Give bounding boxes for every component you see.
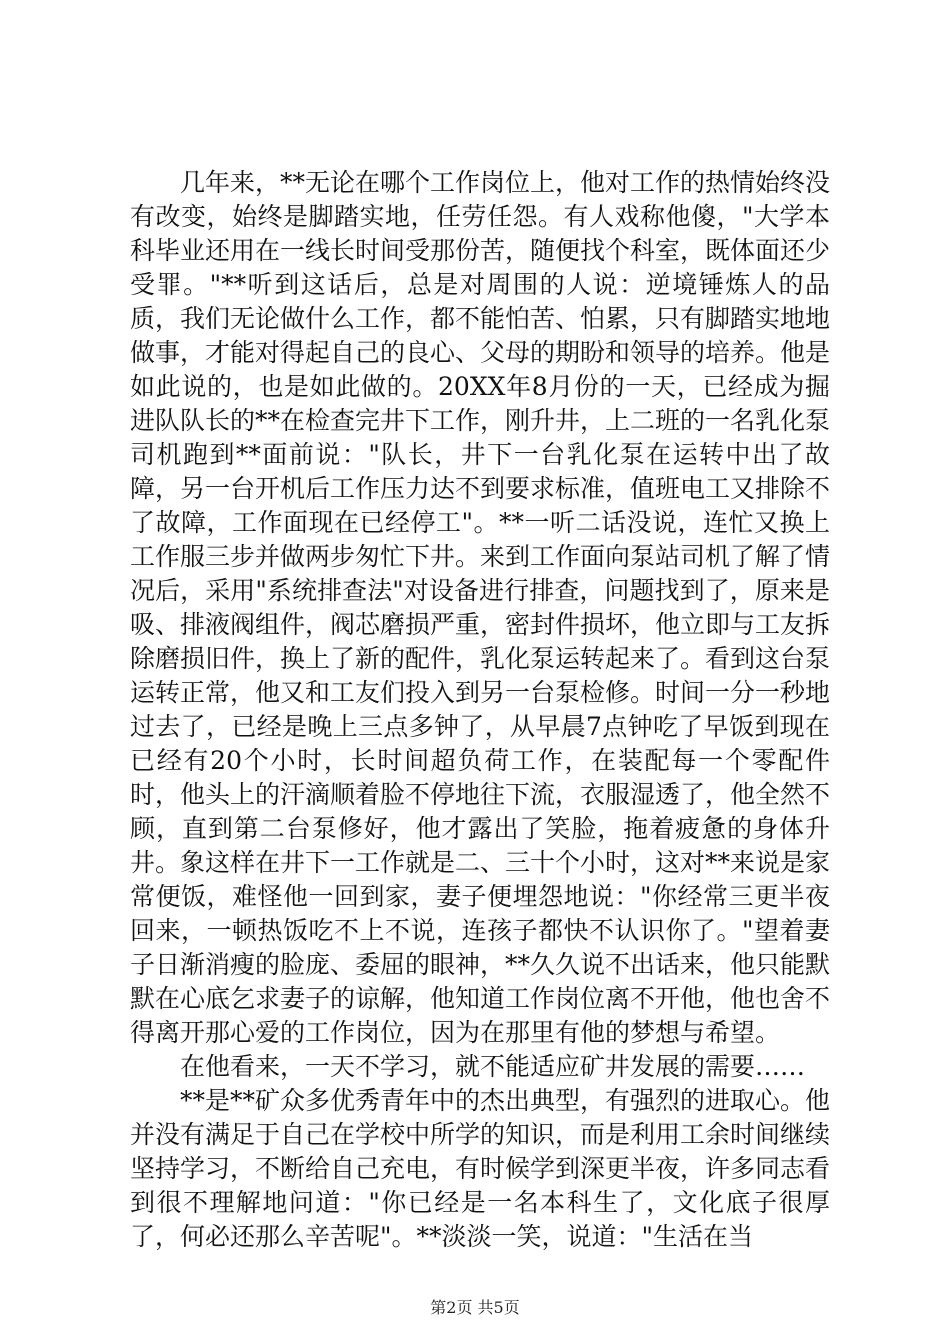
- paragraph-2: 在他看来，一天不学习，就不能适应矿井发展的需要……: [180, 1052, 806, 1081]
- page-number-label: 第2页 共5页: [430, 1298, 520, 1317]
- paragraph-1: 几年来，**无论在哪个工作岗位上，他对工作的热情始终没有改变，始终是脚踏实地，任劳任怨。有人戏称他傻，"大学本科毕业还用在一线长时间受那份苦，随便找个科室，既体面还少受罪。"**听到这话后，总是对周围的人说：逆境锤炼人的品质，我们无论做什么工作，都不能怕苦、怕累，只有脚踏实地地做事，才能对得起自己的良心、父母的期盼和领导的培养。他是如此说的，也是如此做的。20XX年8月份的一天，已经成为掘进队队长的**在检查完井下工作，刚升井，上二班的一名乳化泵司机跑到**面前说："队长，井下一台乳化泵在运转中出了故障，另一台开机后工作压力达不到要求标准，值班电工又排除不了故障，工作面现在已经停工"。**一听二话没说，连忙又换上工作服三步并做两步匆忙下井。来到工作面向泵站司机了解了情况后，采用"系统排查法"对设备进行排查，问题找到了，原来是吸、排液阀组件，阀芯磨损严重，密封件损坏，他立即与工友拆除磨损旧件，换上了新的配件，乳化泵运转起来了。看到这台泵运转正常，他又和工友们投入到另一台泵检修。时间一分一秒地过去了，已经是晚上三点多钟了，从早晨7点钟吃了早饭到现在已经有20个小时，长时间超负荷工作，在装配每一个零配件时，他头上的汗滴顺着脸不停地往下流，衣服湿透了，他全然不顾，直到第二台泵修好，他才露出了笑脸，拖着疲惫的身体升井。象这样在井下一工作就是二、三十个小时，这对**来说是家常便饭，难怪他一回到家，妻子便埋怨地说："你经常三更半夜回来，一顿热饭吃不上不说，连孩子都快不认识你了。"望着妻子日渐消瘦的脸庞、委屈的眼神，**久久说不出话来，他只能默默在心底乞求妻子的谅解，他知道工作岗位离不开他，他也舍不得离开那心爱的工作岗位，因为在那里有他的梦想与希望。: [130, 168, 831, 1047]
- page-footer: [0, 1298, 950, 1318]
- paragraph-3: **是**矿众多优秀青年中的杰出典型，有强烈的进取心。他并没有满足于自己在学校中所学的知识，而是利用工余时间继续坚持学习，不断给自己充电，有时候学到深更半夜，许多同志看到很不理解地问道："你已经是一名本科生了，文化底子很厚了，何必还那么辛苦呢"。**淡淡一笑，说道："生活在当: [130, 1086, 831, 1251]
- document-body: [130, 166, 830, 1254]
